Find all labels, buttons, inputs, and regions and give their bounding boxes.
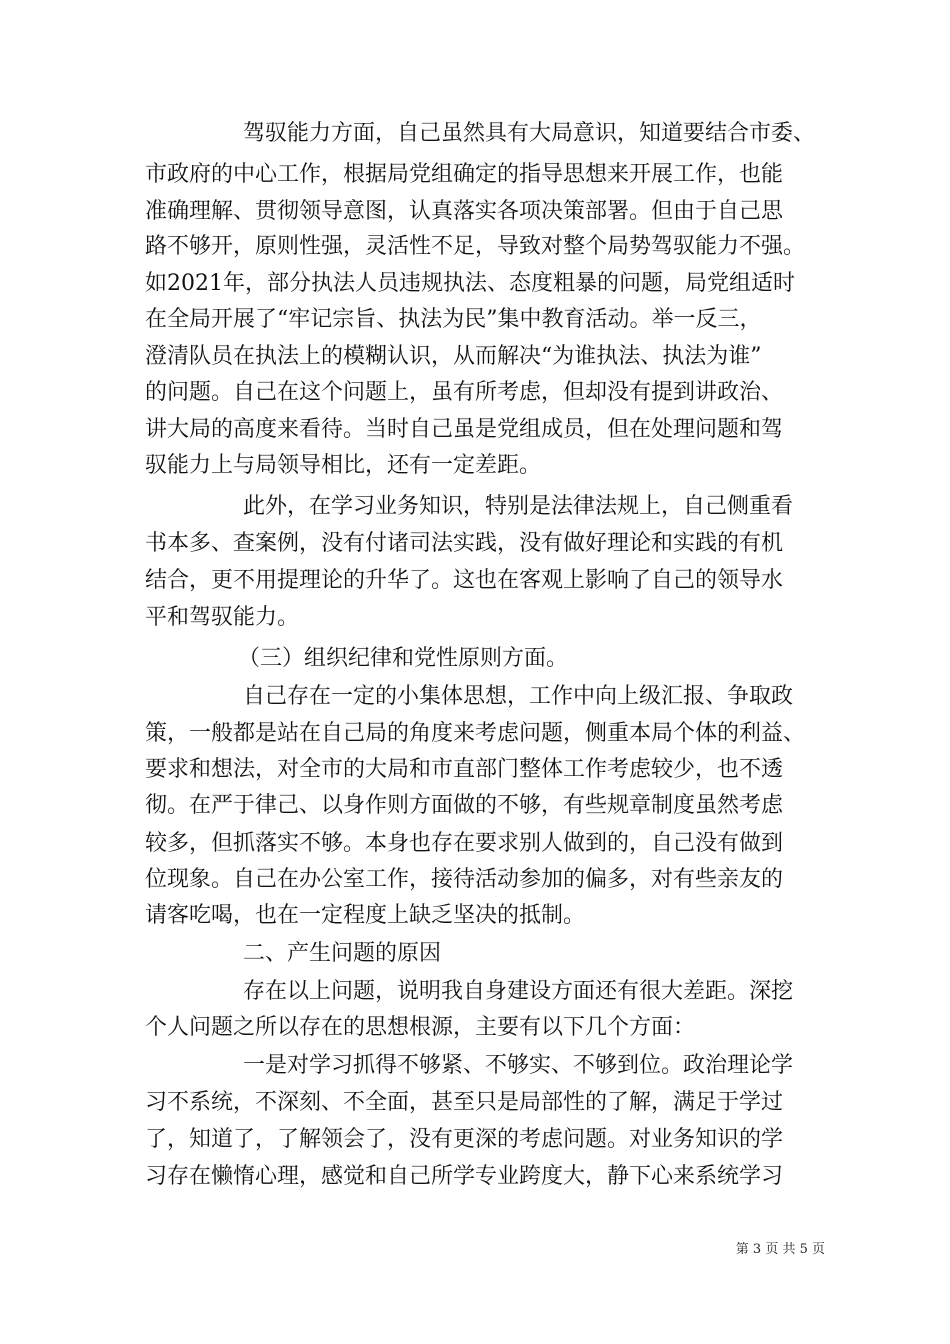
paragraph-line: 请客吃喝，也在一定程度上缺乏坚决的抵制。 [145,903,586,928]
paragraph-line: 驭能力上与局领导相比，还有一定差距。 [145,453,542,478]
section-heading: 二、产生问题的原因 [243,941,442,966]
paragraph-line: 策，一般都是站在自己局的角度来考虑问题，侧重本局个体的利益、 [145,721,806,746]
paragraph-line: 一是对学习抓得不够紧、不够实、不够到位。政治理论学 [243,1053,794,1078]
paragraph-line: 个人问题之所以存在的思想根源，主要有以下几个方面： [145,1015,696,1040]
paragraph-line: 准确理解、贯彻领导意图，认真落实各项决策部署。但由于自己思 [145,199,784,224]
paragraph-line: 较多，但抓落实不够。本身也存在要求别人做到的，自己没有做到 [145,831,784,856]
paragraph-line: 此外，在学习业务知识，特别是法律法规上，自己侧重看 [243,494,794,519]
paragraph-line: 路不够开，原则性强，灵活性不足，导致对整个局势驾驭能力不强。 [145,234,806,259]
paragraph-line: 彻。在严于律己、以身作则方面做的不够，有些规章制度虽然考虑 [145,793,784,818]
paragraph-line: 澄清队员在执法上的模糊认识，从而解决“为谁执法、执法为谁” [145,344,762,369]
paragraph-line: 习存在懒惰心理，感觉和自己所学专业跨度大，静下心来系统学习 [145,1164,784,1189]
paragraph-line: 结合，更不用提理论的升华了。这也在客观上影响了自己的领导水 [145,568,784,593]
page-number-footer: 第 3 页 共 5 页 [735,1242,825,1257]
paragraph-line: 如2021年，部分执法人员违规执法、态度粗暴的问题，局党组适时 [145,271,795,296]
paragraph-line: 书本多、查案例，没有付诸司法实践，没有做好理论和实践的有机 [145,531,784,556]
section-heading: （三）组织纪律和党性原则方面。 [238,646,569,671]
paragraph-line: 平和驾驭能力。 [145,605,300,630]
paragraph-line: 自己存在一定的小集体思想，工作中向上级汇报、争取政 [243,684,794,709]
paragraph-line: 存在以上问题，说明我自身建设方面还有很大差距。深挖 [243,979,794,1004]
paragraph-line: 的问题。自己在这个问题上，虽有所考虑，但却没有提到讲政治、 [145,380,784,405]
paragraph-line: 在全局开展了“牢记宗旨、执法为民”集中教育活动。举一反三， [145,307,762,332]
paragraph-line: 驾驭能力方面，自己虽然具有大局意识，知道要结合市委、 [243,121,816,146]
paragraph-line: 要求和想法，对全市的大局和市直部门整体工作考虑较少，也不透 [145,757,784,782]
paragraph-line: 市政府的中心工作，根据局党组确定的指导思想来开展工作，也能 [145,162,784,187]
paragraph-line: 了，知道了，了解领会了，没有更深的考虑问题。对业务知识的学 [145,1127,784,1152]
paragraph-line: 位现象。自己在办公室工作，接待活动参加的偏多，对有些亲友的 [145,867,784,892]
paragraph-line: 讲大局的高度来看待。当时自己虽是党组成员，但在处理问题和驾 [145,417,784,442]
paragraph-line: 习不系统，不深刻、不全面，甚至只是局部性的了解，满足于学过 [145,1090,784,1115]
